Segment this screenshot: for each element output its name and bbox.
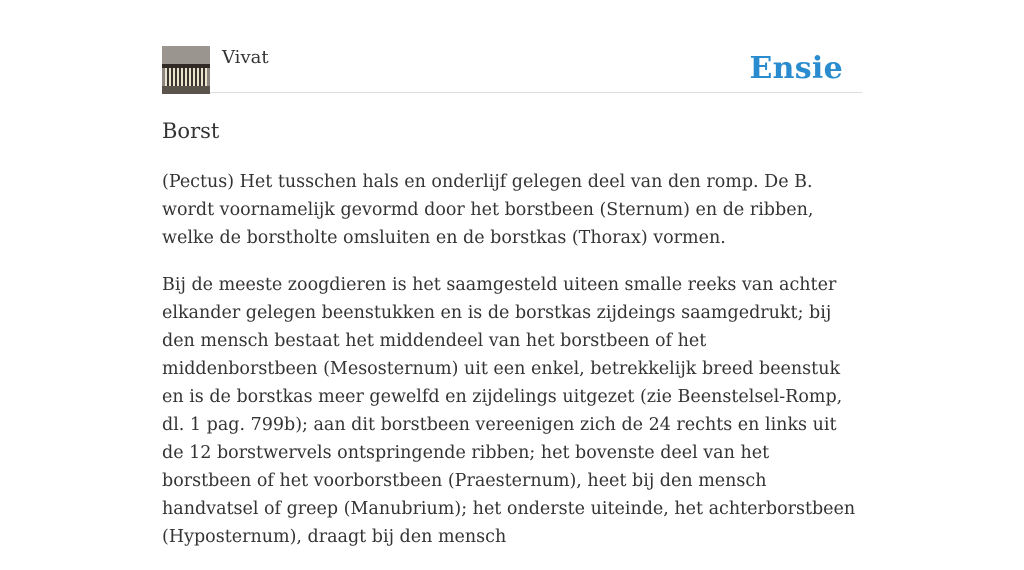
article-title: Borst (162, 119, 220, 143)
site-header (162, 46, 862, 93)
article-body (162, 168, 862, 570)
brand-logo[interactable]: Ensie (749, 51, 843, 86)
article-paragraph: (Pectus) Het tusschen hals en onderlijf gelegen deel van den romp. De B. wordt voornamelijk gevormd door het borstbeen (Sternum) en de ribben, welke de borstholte omsluiten en de borstkas (Thorax) vormen. (162, 172, 814, 248)
user-avatar[interactable] (162, 46, 210, 94)
username[interactable]: Vivat (222, 47, 269, 68)
article-paragraph: Bij de meeste zoogdieren is het saamgesteld uiteen smalle reeks van achter elkander gelegen beenstukken en is de borstkas zijdeings saamgedrukt; bij den mensch bestaat het middendeel van het borstbeen of het middenborstbeen (Mesosternum) uit een enkel, betrekkelijk breed beenstuk en is de borstkas meer gewelfd en zijdelings uitgezet (zie Beenstelsel-Romp, dl. 1 pag. 799b); aan dit borstbeen vereenigen zich de 24 rechts en links uit de 12 borstwervels ontspringende ribben; het bovenste deel van het borstbeen of het voorborstbeen (Praesternum), heet bij den mensch handvatsel of greep (Manubrium); het onderste uiteinde, het achterborstbeen (Hyposternum), draagt bij den mensch (162, 275, 856, 547)
avatar-image (162, 46, 210, 94)
